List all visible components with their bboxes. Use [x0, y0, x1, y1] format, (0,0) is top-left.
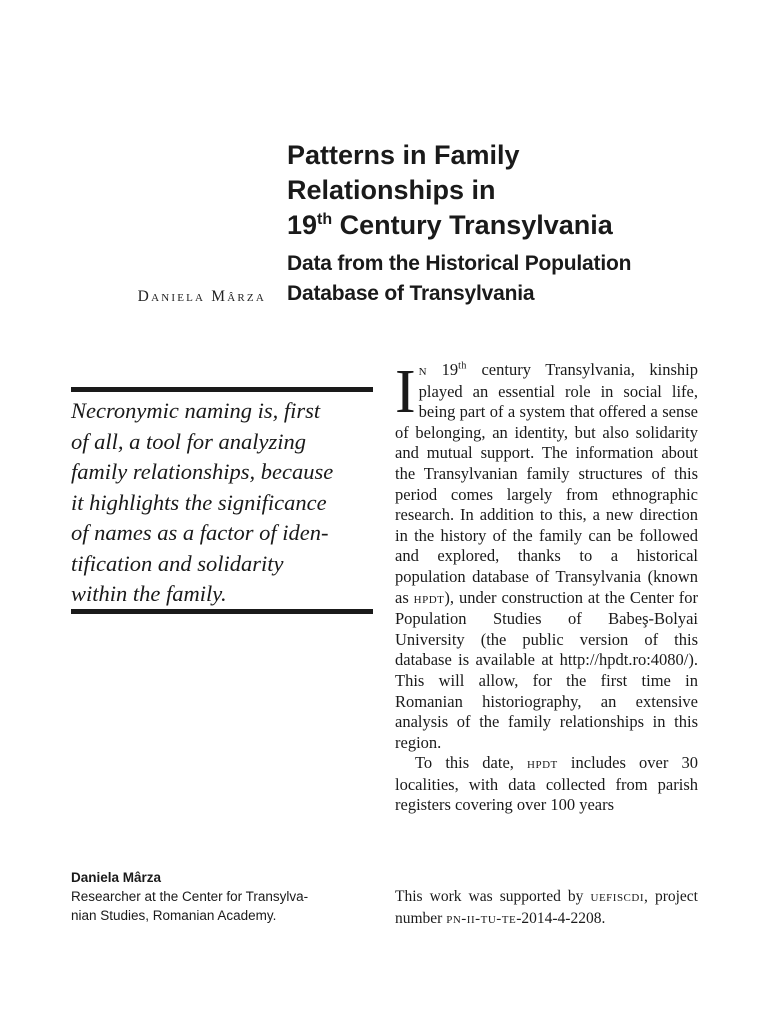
- bio-name: Daniela Mârza: [71, 870, 162, 885]
- author-bio: [71, 868, 391, 925]
- paragraph-text: To this date,: [415, 753, 528, 773]
- body-paragraph-1: [395, 360, 698, 753]
- bio-affiliation-line-1: Researcher at the Center for Transylva-: [71, 889, 309, 904]
- pullquote-line: tification and solidarity: [71, 550, 284, 576]
- body-paragraph-2: [395, 753, 698, 816]
- footnote-text: , project number: [395, 888, 698, 927]
- pullquote-top-rule: [71, 387, 373, 392]
- bio-affiliation-line-2: nian Studies, Romanian Academy.: [71, 908, 277, 923]
- title-line-3: [287, 208, 737, 243]
- footnote-text: -2014-4-2208.: [516, 910, 606, 927]
- article-title: [287, 138, 737, 243]
- pullquote-line: of names as a factor of iden-: [71, 520, 329, 545]
- acronym-hpdt: hpdt: [527, 756, 558, 773]
- body-text: [395, 360, 698, 816]
- pullquote-line: of all, a tool for analyzing: [71, 428, 307, 454]
- lead-number-suffix: th: [458, 360, 467, 372]
- drop-cap: I: [395, 358, 416, 426]
- acronym-uefiscdi: uefiscdi: [590, 889, 645, 905]
- pullquote-line: family relationships, because: [71, 459, 334, 484]
- author-byline: Daniela Mârza: [137, 288, 266, 305]
- paragraph-text: includes over 30 localities, with data collected from parish registers covering over 100 years: [395, 753, 699, 815]
- small-caps-lead: n: [418, 363, 428, 379]
- title-century-suffix: th: [317, 211, 333, 228]
- pullquote: [71, 396, 377, 610]
- footnote-text: This work was supported by: [395, 888, 591, 905]
- lead-number: 19: [427, 360, 459, 379]
- title-line-1: Patterns in Family: [287, 140, 520, 170]
- title-century-number: 19: [287, 210, 318, 240]
- funding-footnote: [395, 886, 698, 930]
- pullquote-bottom-rule: [71, 609, 373, 614]
- subtitle-line-1: Data from the Historical Population: [287, 252, 632, 275]
- paragraph-text: ), under construction at the Center for Population Studies of Babeş-Bolyai University (the public version of this database is available at http://hpdt.ro:4080/). This will allow, for the first time in Romanian historiography, an extensive analysis of the family relationships in this region.: [395, 587, 698, 752]
- article-subtitle: [287, 249, 737, 309]
- pullquote-line: within the family.: [71, 581, 227, 606]
- paragraph-text: century Transylvania, kinship played an essential role in social life, being part of a system that offered a sense of belonging, an identity, but also solidarity and mutual support. The information about the Transylvanian family structures of this period comes largely from ethnographic research. In addition to this, a new direction in the history of the family can be followed and explored, thanks to a historical population database of Transylvania (known as: [395, 360, 699, 607]
- acronym-hpdt: hpdt: [413, 590, 445, 607]
- pullquote-line: Necronymic naming is, first: [71, 398, 321, 423]
- title-century-rest: Century Transylvania: [332, 210, 613, 240]
- project-code: pn-ii-tu-te: [446, 911, 517, 927]
- title-line-2: Relationships in: [287, 175, 496, 205]
- pullquote-line: it highlights the significance: [71, 489, 327, 515]
- subtitle-line-2: Database of Transylvania: [287, 282, 535, 305]
